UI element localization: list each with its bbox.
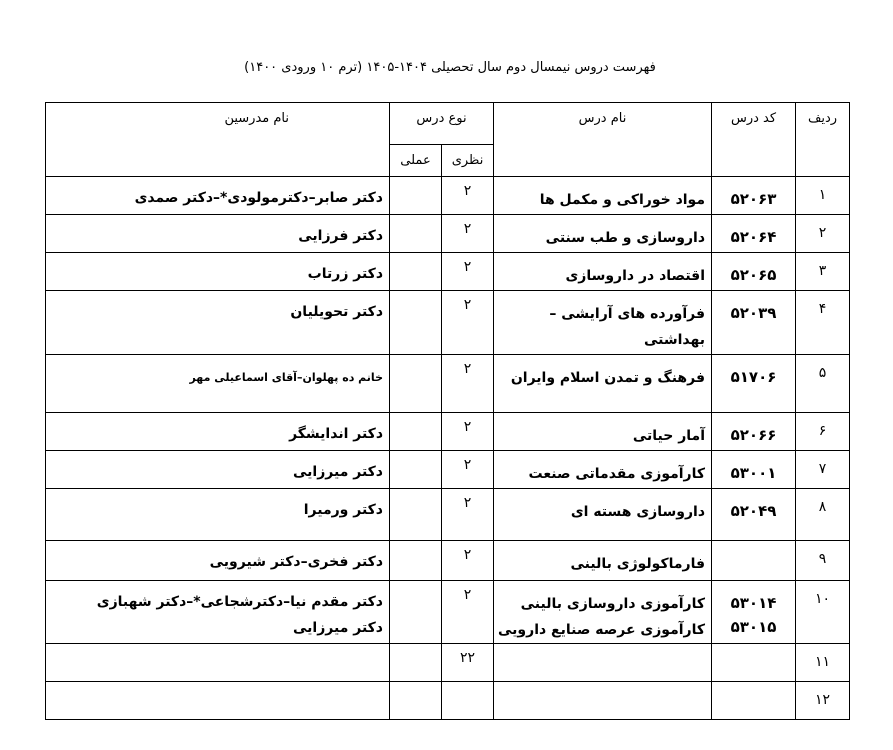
instructors-cell <box>46 644 390 682</box>
row-number-cell: ۳ <box>796 253 850 291</box>
course-name-cell <box>494 682 712 720</box>
practical-units-cell <box>390 413 442 451</box>
course-code-cell <box>712 451 796 489</box>
course-code-cell <box>712 581 796 644</box>
practical-units-cell <box>390 644 442 682</box>
instructors-cell <box>46 682 390 720</box>
table-row <box>46 413 850 451</box>
instructors-cell <box>46 291 390 355</box>
course-name: فارماکولوژی بالینی <box>570 556 706 572</box>
theory-units-cell <box>442 682 494 720</box>
course-name-cell <box>494 291 712 355</box>
course-name: فرهنگ و تمدن اسلام وایران <box>510 370 706 386</box>
table-row <box>46 177 850 215</box>
instructors-cell <box>46 177 390 215</box>
table-row <box>46 215 850 253</box>
instructor-name: دکتر میرزایی <box>293 464 383 480</box>
instructor-name: دکتر میرزایی <box>293 620 383 636</box>
course-code: ۵۲۰۶۶ <box>730 426 777 444</box>
theory-units-cell: ۲ <box>442 291 494 355</box>
row-number-cell: ۱۲ <box>796 682 850 720</box>
table-row <box>46 253 850 291</box>
theory-units-cell: ۲ <box>442 177 494 215</box>
course-name: فرآورده های آرایشی – <box>549 306 706 322</box>
instructor-name: دکتر فخری–دکتر شیرویی <box>209 554 383 570</box>
header-course-type: نوع درس <box>390 103 494 145</box>
course-code: ۵۲۰۴۹ <box>730 502 777 520</box>
table-row <box>46 355 850 413</box>
instructors-cell <box>46 355 390 413</box>
course-code: ۵۲۰۳۹ <box>730 304 777 322</box>
course-code-cell <box>712 413 796 451</box>
course-name-cell <box>494 177 712 215</box>
table-row <box>46 682 850 720</box>
course-code-cell <box>712 253 796 291</box>
table-row <box>46 541 850 581</box>
row-number-cell: ۲ <box>796 215 850 253</box>
instructor-name: دکتر ورمیرا <box>303 502 383 518</box>
row-number-cell: ۸ <box>796 489 850 541</box>
header-course-name: نام درس <box>494 103 712 177</box>
practical-units-cell <box>390 581 442 644</box>
course-name-cell <box>494 215 712 253</box>
theory-units-cell: ۲ <box>442 413 494 451</box>
practical-units-cell <box>390 682 442 720</box>
table-row <box>46 581 850 644</box>
course-code: ۵۳۰۱۴ <box>730 594 777 612</box>
course-name: مواد خوراکی و مکمل ها <box>539 192 706 208</box>
course-name: داروسازی و طب سنتی <box>545 230 706 246</box>
course-name: اقتصاد در داروسازی <box>565 268 706 284</box>
page-title: فهرست دروس نیمسال دوم سال تحصیلی ۱۴۰۴-۱۴۰۵ (ترم ۱۰ ورودی ۱۴۰۰) <box>244 60 656 75</box>
table-row <box>46 489 850 541</box>
course-name: آمار حیاتی <box>632 428 706 444</box>
table-row <box>46 644 850 682</box>
table-row <box>46 451 850 489</box>
course-name: کارآموزی مقدماتی صنعت <box>528 466 706 482</box>
instructors-cell <box>46 413 390 451</box>
theory-units-cell: ۲۲ <box>442 644 494 682</box>
instructors-cell <box>46 581 390 644</box>
course-code-cell <box>712 541 796 581</box>
row-number-cell: ۹ <box>796 541 850 581</box>
instructors-cell <box>46 451 390 489</box>
course-name-cell <box>494 253 712 291</box>
instructor-name: دکتر فرزایی <box>298 228 383 244</box>
row-number-cell: ۶ <box>796 413 850 451</box>
theory-units-cell: ۲ <box>442 355 494 413</box>
instructor-name: دکتر مقدم نیا–دکترشجاعی*–دکتر شهبازی <box>96 594 383 610</box>
course-code: ۵۳۰۰۱ <box>730 464 777 482</box>
theory-units-cell: ۲ <box>442 581 494 644</box>
course-code-cell <box>712 682 796 720</box>
header-instructors: نام مدرسین <box>46 103 390 177</box>
instructor-name: دکتر زرتاب <box>307 266 383 282</box>
theory-units-cell: ۲ <box>442 451 494 489</box>
header-theory: نظری <box>442 145 494 177</box>
header-row-number: ردیف <box>796 103 850 177</box>
course-name-cell <box>494 541 712 581</box>
course-code-cell <box>712 177 796 215</box>
instructor-name: دکتر اندایشگر <box>289 426 383 442</box>
instructors-cell <box>46 215 390 253</box>
instructor-name: خانم ده پهلوان–آقای اسماعیلی مهر <box>189 371 383 384</box>
course-code-cell <box>712 489 796 541</box>
instructors-cell <box>46 253 390 291</box>
header-course-code: کد درس <box>712 103 796 177</box>
course-code: ۵۳۰۱۵ <box>730 618 777 636</box>
course-code: ۵۲۰۶۵ <box>730 266 777 284</box>
course-code-cell <box>712 291 796 355</box>
practical-units-cell <box>390 253 442 291</box>
row-number-cell: ۷ <box>796 451 850 489</box>
practical-units-cell <box>390 489 442 541</box>
practical-units-cell <box>390 291 442 355</box>
course-name-cell <box>494 644 712 682</box>
course-table <box>45 102 850 720</box>
course-name-cell <box>494 581 712 644</box>
row-number-cell: ۱۱ <box>796 644 850 682</box>
header-practical: عملی <box>390 145 442 177</box>
course-code: ۵۲۰۶۴ <box>730 228 777 246</box>
course-code-cell <box>712 355 796 413</box>
theory-units-cell: ۲ <box>442 541 494 581</box>
course-code-cell <box>712 215 796 253</box>
course-name: داروسازی هسته ای <box>570 504 706 520</box>
course-name: کارآموزی داروسازی بالینی <box>520 596 706 612</box>
theory-units-cell: ۲ <box>442 489 494 541</box>
course-name-cell <box>494 489 712 541</box>
course-name: کارآموزی عرصه صنایع دارویی <box>498 622 706 638</box>
row-number-cell: ۴ <box>796 291 850 355</box>
practical-units-cell <box>390 541 442 581</box>
instructors-cell <box>46 489 390 541</box>
practical-units-cell <box>390 177 442 215</box>
instructor-name: دکتر صابر–دکترمولودی*–دکتر صمدی <box>134 190 383 206</box>
row-number-cell: ۱ <box>796 177 850 215</box>
course-name-cell <box>494 451 712 489</box>
instructors-cell <box>46 541 390 581</box>
theory-units-cell: ۲ <box>442 215 494 253</box>
course-code: ۵۲۰۶۳ <box>730 190 777 208</box>
practical-units-cell <box>390 355 442 413</box>
course-name: بهداشتی <box>643 332 706 348</box>
table-row <box>46 291 850 355</box>
row-number-cell: ۵ <box>796 355 850 413</box>
course-name-cell <box>494 355 712 413</box>
practical-units-cell <box>390 215 442 253</box>
theory-units-cell: ۲ <box>442 253 494 291</box>
instructor-name: دکتر تحویلیان <box>290 304 383 320</box>
course-name-cell <box>494 413 712 451</box>
row-number-cell: ۱۰ <box>796 581 850 644</box>
course-code: ۵۱۷۰۶ <box>730 368 777 386</box>
practical-units-cell <box>390 451 442 489</box>
course-code-cell <box>712 644 796 682</box>
